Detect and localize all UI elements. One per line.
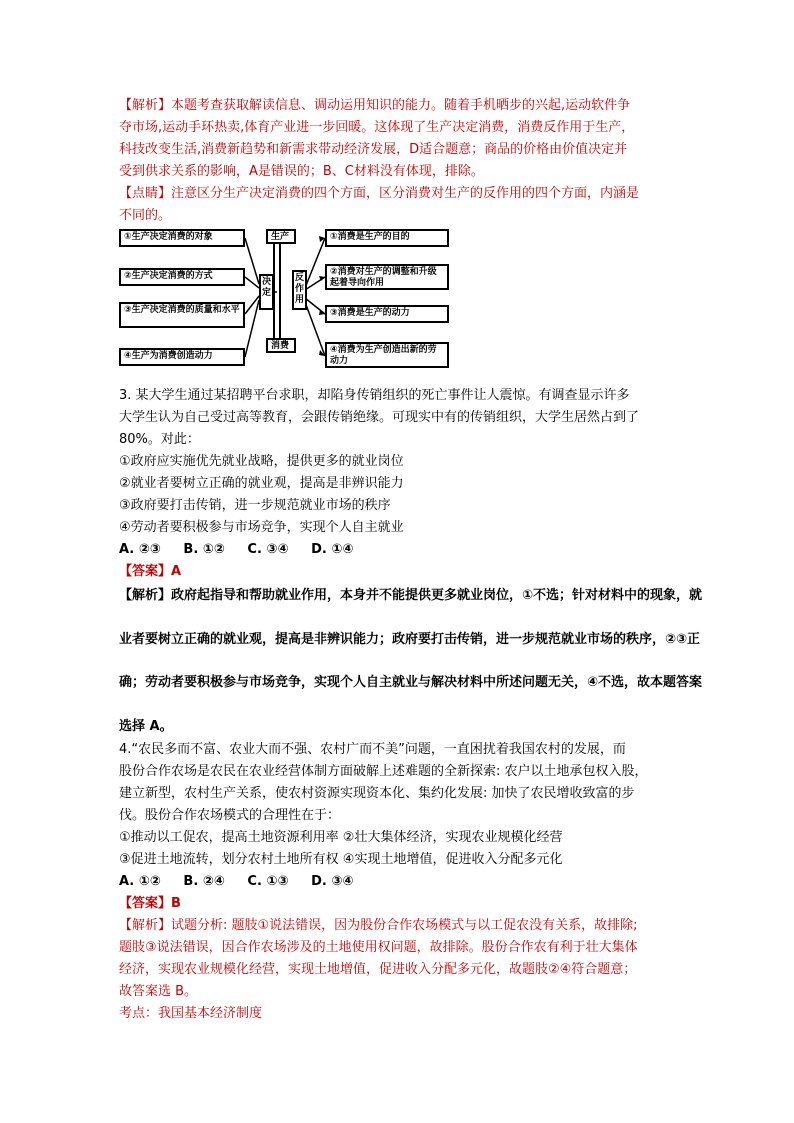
q4-analysis-line: 【解析】试题分析: 题肢①说法错误，因为股份合作农场模式与以工促农没有关系，故排除; xyxy=(119,918,638,933)
q4-analysis-line: 题肢③说法错误，因合作农场涉及的土地使用权问题，故排除。股份合作农有利于壮大集体 xyxy=(119,940,638,955)
q3-stem-line: 3. 某大学生通过某招聘平台求职，却陷身传销组织的死亡事件让人震惊。有调查显示许多 xyxy=(119,388,630,403)
left-item-1: ①生产决定消费的对象 xyxy=(119,229,245,247)
q3-option: ②就业者要树立正确的就业观，提高是非辨识能力 xyxy=(119,476,404,491)
left-item-2: ②生产决定消费的方式 xyxy=(119,268,245,286)
tip-block xyxy=(119,183,679,227)
top-label-production: 生产 xyxy=(266,229,296,244)
left-item-3-text: ③生产决定消费的质量和水平 xyxy=(124,305,240,315)
left-item-4: ④生产为消费创造动力 xyxy=(119,348,245,366)
production-consumption-diagram xyxy=(117,226,467,368)
right-item-3: ③消费是生产的动力 xyxy=(325,305,449,323)
q3-option: ④劳动者要积极参与市场竞争，实现个人自主就业 xyxy=(119,520,404,535)
decide-label: 决定 xyxy=(259,274,274,310)
analysis-line: 夺市场,运动手环热卖,体育产业进一步回暖。这体现了生产决定消费，消费反作用于生产， xyxy=(119,120,635,135)
q3-answer: 【答案】A xyxy=(119,564,182,579)
analysis-line: 受到供求关系的影响，A是错误的；B、C材料没有体现，排除。 xyxy=(119,164,484,179)
q3-option: ③政府要打击传销，进一步规范就业市场的秩序 xyxy=(119,498,391,513)
q4-stem-line: 建立新型，农村生产关系，使农村资源实现资本化、集约化发展: 加快了农民增收致富的步 xyxy=(119,786,635,801)
right-item-2 xyxy=(325,264,449,290)
analysis-line: 【解析】本题考查获取解读信息、调动运用知识的能力。随着手机晒步的兴起,运动软件争 xyxy=(119,98,631,113)
analysis-line: 科技改变生活,消费新趋势和新需求带动经济发展，D适合题意；商品的价格由价值决定并 xyxy=(119,142,628,157)
tip-line: 【点睛】注意区分生产决定消费的四个方面，区分消费对生产的反作用的四个方面，内涵是 xyxy=(119,186,640,201)
q4-answer: 【答案】B xyxy=(119,896,181,911)
q4-option: ③促进土地流转，划分农村土地所有权 ④实现土地增值，促进收入分配多元化 xyxy=(119,852,563,867)
right-item-4-text: ④消费为生产创造出新的劳动力 xyxy=(330,345,437,366)
q3-analysis-line: 【解析】政府起指导和帮助就业作用，本身并不能提供更多就业岗位，①不选；针对材料中的现象，就 xyxy=(119,588,703,603)
q3-analysis-line: 业者要树立正确的就业观，提高是非辨识能力；政府要打击传销，进一步规范就业市场的秩序，②③正 xyxy=(119,632,701,647)
tip-line: 不同的。 xyxy=(119,208,172,223)
q4-analysis-line: 经济，实现农业规模化经营，实现土地增值，促进收入分配多元化，故题肢②④符合题意； xyxy=(119,962,637,977)
right-item-4 xyxy=(325,342,449,368)
q4-option: ①推动以工促农，提高土地资源利用率 ②壮大集体经济，实现农业规模化经营 xyxy=(119,830,563,845)
q4-choices: A. ①② B. ②④ C. ①③ D. ③④ xyxy=(119,874,354,889)
q4-stem-line: 伐。股份合作农场模式的合理性在于： xyxy=(119,808,341,823)
q4-exam-point: 考点：我国基本经济制度 xyxy=(119,1006,263,1021)
q3-stem-line: 大学生认为自己受过高等教育，会跟传销绝缘。可现实中有的传销组织，大学生居然占到了 xyxy=(119,410,640,425)
q3-analysis-line: 选择 A。 xyxy=(119,719,173,734)
analysis-block-1 xyxy=(119,95,679,183)
bottom-label-consumption: 消费 xyxy=(266,338,296,353)
question-4 xyxy=(119,739,679,1025)
right-item-1: ①消费是生产的目的 xyxy=(325,229,449,247)
left-item-3 xyxy=(119,302,245,328)
q4-analysis-line: 故答案选 B。 xyxy=(119,984,198,999)
question-3 xyxy=(119,385,679,583)
q3-stem-line: 80%。对此： xyxy=(119,432,200,447)
q3-analysis-line: 确；劳动者要积极参与市场竞争，实现个人自主就业与解决材料中所述问题无关，④不选，故本题答案 xyxy=(119,675,703,690)
q3-choices: A. ②③ B. ①② C. ③④ D. ①④ xyxy=(119,542,354,557)
counteract-label: 反作用 xyxy=(292,270,307,310)
right-item-2-text: ②消费对生产的调整和升级起着导向作用 xyxy=(330,267,437,288)
q4-stem-line: 4.“农民多而不富、农业大而不强、农村广而不美”问题，一直困扰着我国农村的发展，而 xyxy=(119,742,626,757)
q4-stem-line: 股份合作农场是农民在农业经营体制方面破解上述难题的全新探索: 农户以土地承包权入股， xyxy=(119,764,648,779)
q3-option: ①政府应实施优先就业战略，提供更多的就业岗位 xyxy=(119,454,404,469)
